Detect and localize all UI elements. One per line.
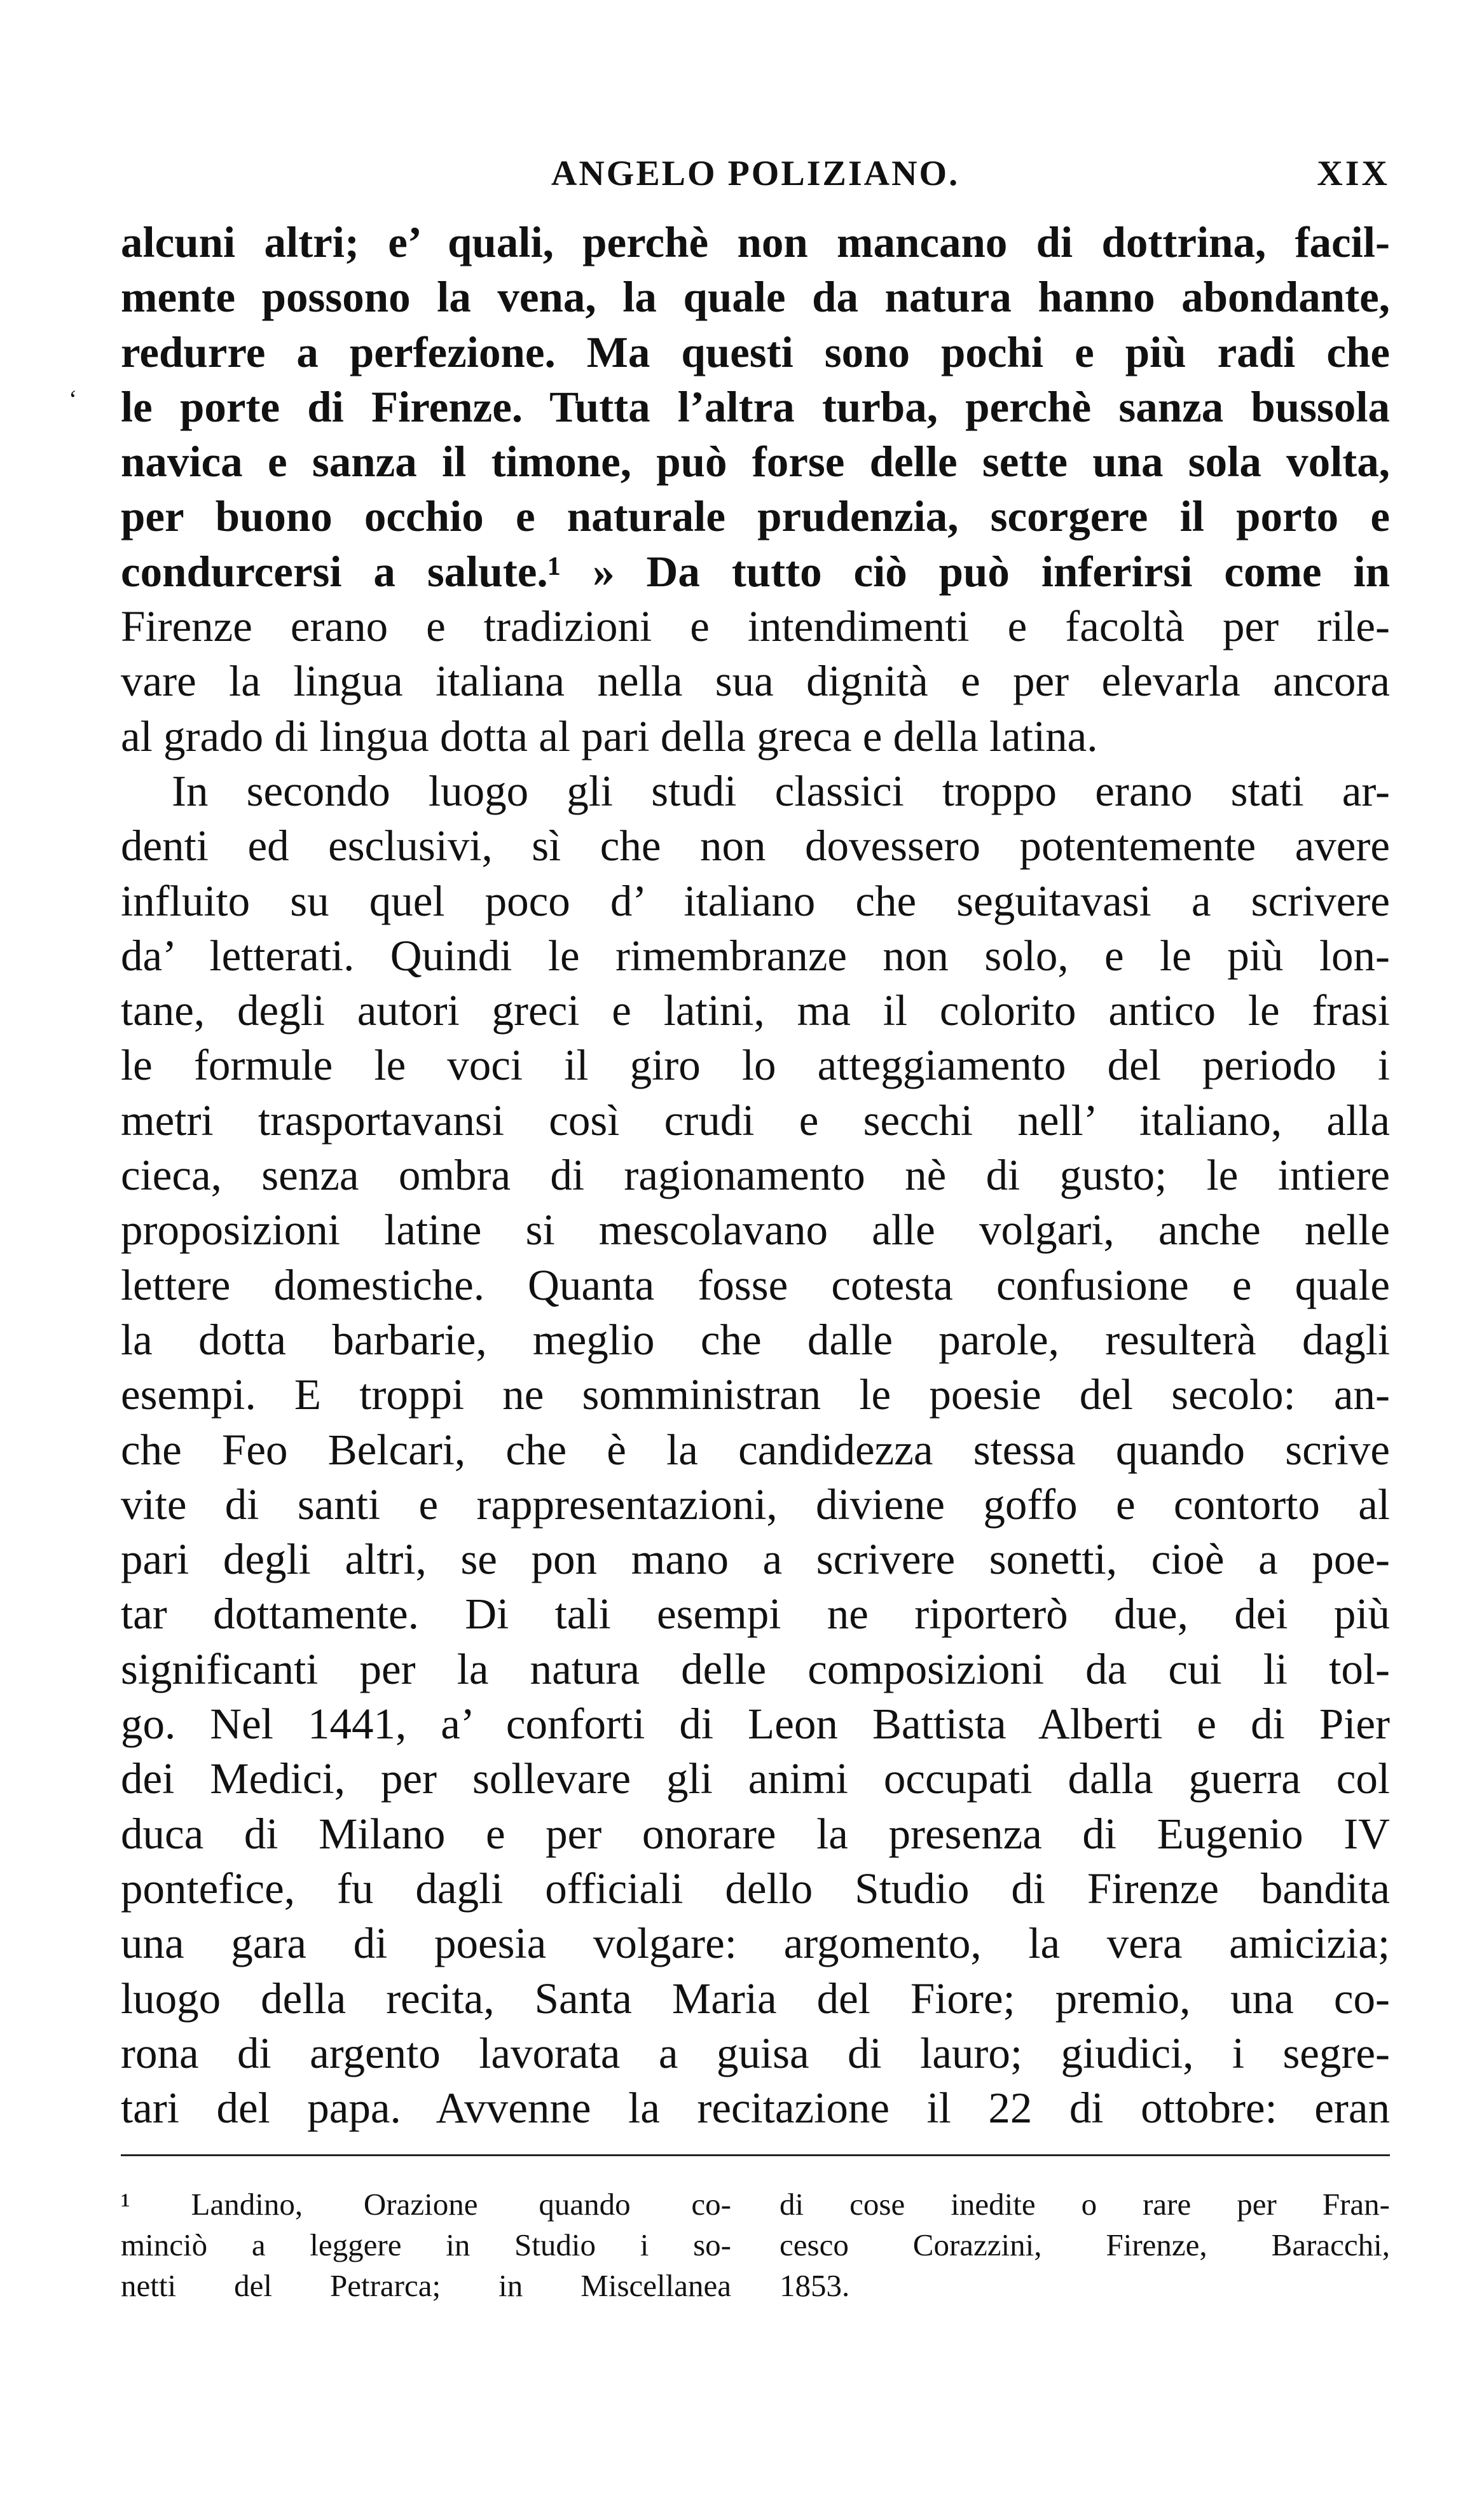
text-line: rona di argento lavorata a guisa di lauro; giudici, i segre- — [121, 2028, 1390, 2077]
text-line: luogo della recita, Santa Maria del Fiore; premio, una co- — [121, 1974, 1390, 2023]
footnote-divider — [121, 2154, 1390, 2156]
footnote-line: netti del Petrarca; in Miscellanea — [121, 2268, 731, 2303]
footnote-line: cesco Corazzini, Firenze, Baracchi, — [780, 2227, 1390, 2262]
page-number: XIX — [1317, 154, 1390, 193]
text-line: lettere domestiche. Quanta fosse cotesta confusione e quale — [121, 1260, 1390, 1309]
running-title: ANGELO POLIZIANO. — [551, 154, 960, 193]
text-line: mente possono la vena, la quale da natura hanno abondante, — [121, 273, 1390, 322]
text-line: Firenze erano e tradizioni e intendimenti e facoltà per rile- — [121, 602, 1390, 651]
running-head — [121, 145, 1390, 202]
text-line: go. Nel 1441, a’ conforti di Leon Battista Alberti e di Pier — [121, 1700, 1390, 1749]
text-line: le formule le voci il giro lo atteggiamento del periodo i — [121, 1041, 1390, 1090]
text-line: dei Medici, per sollevare gli animi occupati dalla guerra col — [121, 1754, 1390, 1803]
footnote-column-right — [780, 2184, 1390, 2306]
text-line: redurre a perfezione. Ma questi sono pochi e più radi che — [121, 327, 1390, 376]
footnote-line: ¹ Landino, Orazione quando co- — [121, 2187, 731, 2222]
text-line: al grado di lingua dotta al pari della greca e della latina. — [121, 712, 1098, 760]
text-line: alcuni altri; e’ quali, perchè non mancano di dottrina, facil- — [121, 218, 1390, 266]
text-line: significanti per la natura delle composizioni da cui li tol- — [121, 1644, 1390, 1693]
text-line: la dotta barbarie, meglio che dalle parole, resulterà dagli — [121, 1315, 1390, 1364]
footnote-line: minciò a leggere in Studio i so- — [121, 2227, 731, 2262]
text-line: In secondo luogo gli studi classici troppo erano stati ar- — [172, 766, 1390, 815]
body-text — [121, 215, 1390, 2135]
text-line: da’ letterati. Quindi le rimembranze non solo, e le più lon- — [121, 931, 1390, 980]
text-line: una gara di poesia volgare: argomento, la vera amicizia; — [121, 1919, 1390, 1968]
text-line: vare la lingua italiana nella sua dignità e per elevarla ancora — [121, 657, 1390, 706]
text-line: esempi. E troppi ne somministran le poesie del secolo: an- — [121, 1370, 1390, 1419]
text-line: tane, degli autori greci e latini, ma il colorito antico le frasi — [121, 986, 1390, 1035]
text-line: proposizioni latine si mescolavano alle volgari, anche nelle — [121, 1206, 1390, 1255]
footnote-column-left — [121, 2184, 731, 2306]
text-line: denti ed esclusivi, sì che non dovessero potentemente avere — [121, 822, 1390, 870]
footnote-line: 1853. — [780, 2268, 850, 2303]
text-line: che Feo Belcari, che è la candidezza stessa quando scrive — [121, 1425, 1390, 1474]
text-line: tar dottamente. Di tali esempi ne riporterò due, dei più — [121, 1590, 1390, 1639]
text-line: navica e sanza il timone, può forse delle sette una sola volta, — [121, 437, 1390, 486]
text-line: pontefice, fu dagli officiali dello Studio di Firenze bandita — [121, 1864, 1390, 1913]
text-line: per buono occhio e naturale prudenzia, scorgere il porto e — [121, 492, 1390, 541]
text-line: influito su quel poco d’ italiano che seguitavasi a scrivere — [121, 876, 1390, 925]
text-line: pari degli altri, se pon mano a scrivere sonetti, cioè a poe- — [121, 1535, 1390, 1584]
footnote-line: di cose inedite o rare per Fran- — [780, 2187, 1390, 2222]
text-line: le porte di Firenze. Tutta l’altra turba, perchè sanza bussola — [121, 382, 1390, 431]
footnotes — [121, 2184, 1390, 2349]
margin-mark: ‘ — [69, 385, 78, 413]
text-line: condurcersi a salute.¹ » Da tutto ciò può inferirsi come in — [121, 547, 1390, 596]
text-line: duca di Milano e per onorare la presenza di Eugenio IV — [121, 1809, 1390, 1858]
text-line: tari del papa. Avvenne la recitazione il 22 di ottobre: eran — [121, 2084, 1390, 2133]
text-line: vite di santi e rappresentazioni, diviene goffo e contorto al — [121, 1480, 1390, 1529]
text-line: cieca, senza ombra di ragionamento nè di gusto; le intiere — [121, 1151, 1390, 1200]
text-line: metri trasportavansi così crudi e secchi nell’ italiano, alla — [121, 1096, 1390, 1145]
